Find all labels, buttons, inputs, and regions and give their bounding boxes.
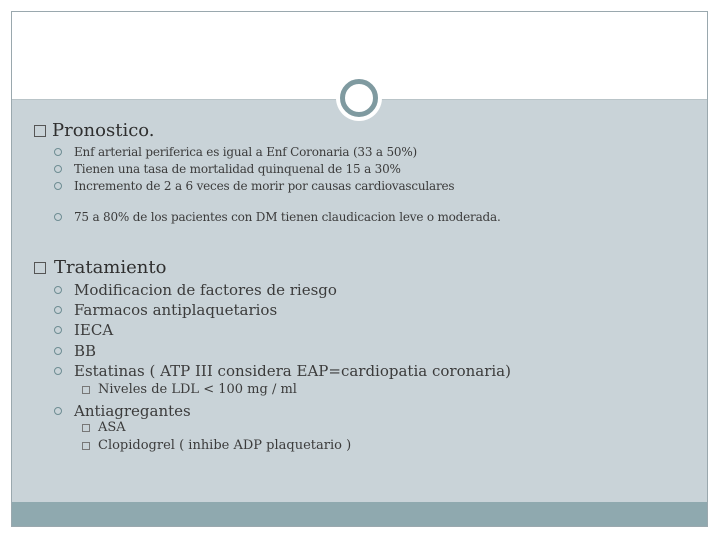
list-item — [54, 145, 417, 159]
section-title-tratamiento — [34, 257, 166, 278]
list-item-text: 75 a 80% de los pacientes con DM tienen claudicacion leve o moderada. — [74, 210, 501, 224]
list-item-text: BB — [74, 342, 97, 360]
ring-bullet-icon — [54, 306, 62, 314]
ring-ornament — [340, 79, 378, 117]
ring-bullet-icon — [54, 407, 62, 415]
box-bullet-icon — [82, 424, 90, 432]
list-item-text: Tienen una tasa de mortalidad quinquenal de 15 a 30% — [74, 162, 401, 176]
list-item-text: IECA — [74, 321, 114, 339]
sub-list-item — [82, 420, 126, 435]
sub-list-item — [82, 438, 351, 453]
list-item-text: Farmacos antiplaquetarios — [74, 301, 278, 319]
sub-list-item — [82, 382, 297, 397]
list-item — [54, 362, 511, 380]
ring-bullet-icon — [54, 213, 62, 221]
list-item-text: Incremento de 2 a 6 veces de morir por causas cardiovasculares — [74, 179, 455, 193]
checkbox-bullet-icon — [34, 262, 46, 274]
sub-list-item-text: Niveles de LDL < 100 mg / ml — [98, 382, 297, 397]
list-item-text: Enf arterial periferica es igual a Enf Coronaria (33 a 50%) — [74, 145, 418, 159]
list-item-text: Estatinas ( ATP III considera EAP=cardiopatia coronaria) — [74, 362, 511, 380]
sub-list-item-text: Clopidogrel ( inhibe ADP plaquetario ) — [98, 438, 352, 453]
section-title-pronostico — [34, 120, 155, 141]
list-item — [54, 281, 337, 299]
ring-bullet-icon — [54, 165, 62, 173]
list-item — [54, 162, 401, 176]
ring-bullet-icon — [54, 347, 62, 355]
list-item-text: Modificacion de factores de riesgo — [74, 281, 337, 299]
list-item-text: Antiagregantes — [74, 402, 191, 420]
list-item — [54, 301, 277, 319]
section-title-text: Tratamiento — [54, 257, 167, 278]
footer-band — [12, 502, 707, 526]
list-item — [54, 402, 191, 420]
box-bullet-icon — [82, 442, 90, 450]
list-item — [54, 179, 454, 193]
ring-bullet-icon — [54, 286, 62, 294]
ring-bullet-icon — [54, 326, 62, 334]
ring-bullet-icon — [54, 367, 62, 375]
sub-list-item-text: ASA — [98, 420, 126, 435]
list-item — [54, 321, 113, 339]
ring-bullet-icon — [54, 182, 62, 190]
section-title-text: Pronostico. — [52, 120, 155, 141]
list-item — [54, 210, 501, 224]
ring-bullet-icon — [54, 148, 62, 156]
checkbox-bullet-icon — [34, 125, 46, 137]
list-item — [54, 342, 96, 360]
box-bullet-icon — [82, 386, 90, 394]
